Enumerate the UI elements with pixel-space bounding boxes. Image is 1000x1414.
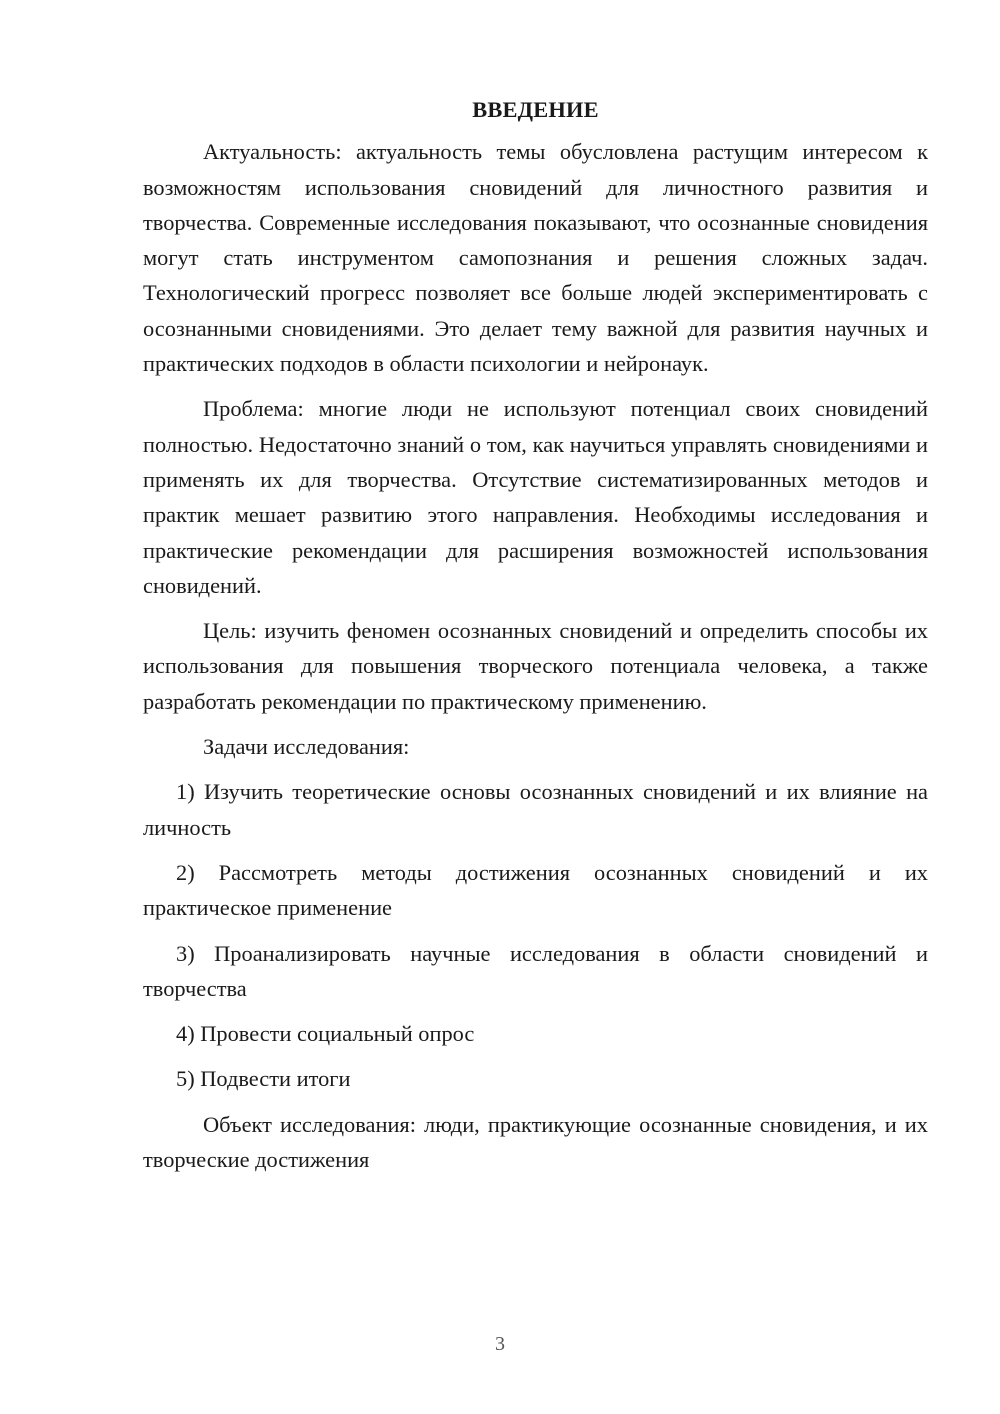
task-item: 1) Изучить теоретические основы осознанных сновидений и их влияние на личность [143,779,928,840]
task-item: 5) Подвести итоги [176,1066,351,1092]
goal-paragraph: Цель: изучить феномен осознанных сновидений и определить способы их использования для повышения творческого потенциала человека, а также разработать рекомендации по практическому применению. [143,618,928,714]
task-item: 4) Провести социальный опрос [176,1021,475,1047]
task-item: 2) Рассмотреть методы достижения осознанных сновидений и их практическое применение [143,859,928,921]
problem-paragraph: Проблема: многие люди не используют потенциал своих сновидений полностью. Недостаточно знаний о том, как научиться управлять сновидениями и применять их для творчества. Отсутствие систематизированных методов и практик мешает развитию этого направления. Необходимы исследования и практические рекомендации для расширения возможностей использования сновидений. [143,396,928,598]
tasks-heading: Задачи исследования: [203,734,410,760]
relevance-paragraph: Актуальность: актуальность темы обусловлена растущим интересом к возможностям использования сновидений для личностного развития и творчества. Современные исследования показывают, что осознанные сновидения могут стать инструментом самопознания и решения сложных задач. Технологический прогресс позволяет все больше людей экспериментировать с осознанными сновидениями. Это делает тему важной для развития научных и практических подходов в области психологии и нейронаук. [143,139,928,377]
object-paragraph: Объект исследования: люди, практикующие осознанные сновидения, и их творческие достижения [143,1111,928,1173]
page-title: ВВЕДЕНИЕ [472,97,599,122]
document-page [143,92,928,1187]
page-number: 3 [495,1333,505,1355]
task-item: 3) Проанализировать научные исследования в области сновидений и творчества [143,940,928,1001]
